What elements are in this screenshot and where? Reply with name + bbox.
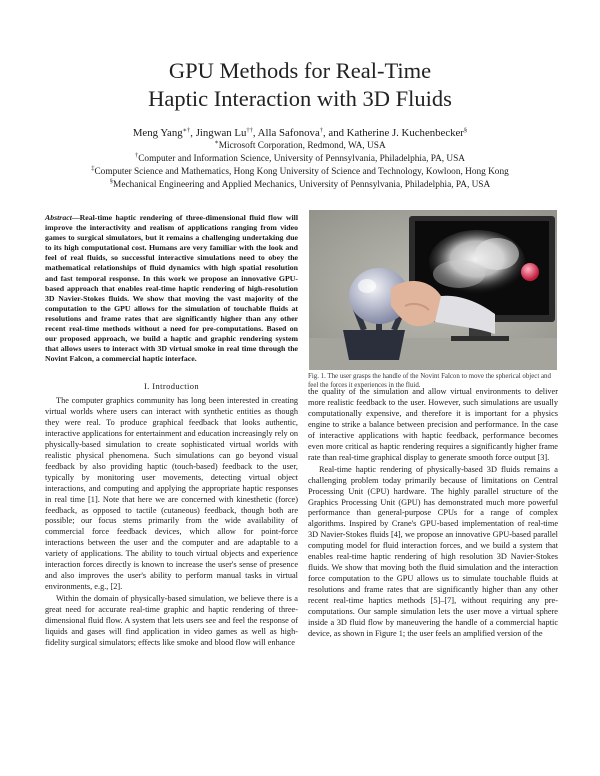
affiliation-mark: ∗† bbox=[182, 127, 191, 134]
paper-title-line-1: GPU Methods for Real-Time bbox=[168, 58, 432, 83]
author-name: , Jingwan Lu bbox=[190, 127, 247, 139]
left-column-body bbox=[45, 396, 298, 649]
affiliation-mark: †† bbox=[246, 127, 253, 134]
affiliation-3: ‡Computer Science and Mathematics, Hong Kong University of Science and Technology, Kowloon, Hong Kong bbox=[91, 165, 509, 177]
paper-title-line-2: Haptic Interaction with 3D Fluids bbox=[148, 86, 452, 111]
abstract-text: —Real-time haptic rendering of three-dimensional fluid flow will improve the interactivity and realism of applications ranging from video games to surgical simulators, but it remains a challenging undertaking due to its high computational cost. Humans are very familiar with the look and feel of real fluids, so successful interactive simulations need to obey the mathematical relationships of fluid dynamics with high spatial resolution and fast temporal response. In this work we propose an innovative GPU-based approach that enables real-time haptic rendering of high-resolution 3D Navier-Stokes fluids. We show that moving the vast majority of the computation to the GPU allows for the simulation of touchable fluids at resolutions and frame rates that are significantly higher than any other recent real-time methods without a need for pre-computations. Based on our proposed approach, we build a haptic and graphic rendering system that allows users to interact with 3D virtual smoke in real time through the Novint Falcon, a commercial haptic interface. bbox=[45, 213, 298, 364]
affiliation-4: §Mechanical Engineering and Applied Mechanics, University of Pennsylvania, Philadelphia, PA, USA bbox=[109, 178, 491, 190]
abstract bbox=[45, 213, 298, 364]
abstract-label: Abstract bbox=[45, 213, 72, 222]
section-heading-introduction: I. Introduction bbox=[143, 381, 200, 391]
affiliation-1: ∗Microsoft Corporation, Redmond, WA, USA bbox=[214, 139, 386, 151]
author-name: , Alla Safonova bbox=[252, 127, 320, 139]
right-paragraph-1: the quality of the simulation and allow virtual environments to deliver more realistic feedback to the user. However, such simulations are usually computationally expensive, and therefore it is important for a physics engine to strike a balance between precision and performance. In the case of interactive applications with haptic feedback, performance becomes even more critical as haptic rendering requires a significantly higher frame rate than real-time graphical display to generate smooth force output [3]. bbox=[308, 387, 558, 462]
intro-paragraph-1: The computer graphics community has long been interested in creating virtual worlds where users can interact with synthetic entities as though they were real. To produce graphical feedback that looks authentic, interactive applications for entertainment and education increasingly rely on physically-based simulation to create sophisticated virtual worlds with realistic physical phenomena. Such simulations can go beyond visual feedback by also providing haptic (touch-based) feedback to the user, typically by monitoring user movements, detecting virtual object interactions, and computing and applying the appropriate haptic responses in real time [1]. Note that here we are concerned with kinesthetic (force) feedback, as opposed to tactile (cutaneous) feedback, though both are possible; our focus stems primarily from the wide availability of commercial force feedback devices, which allow for point-force interactions between the user and the computer and are adaptable to a variety of applications. The ability to touch virtual objects and experience interaction forces directly is known to increase the user's sense of presence and also improves the user's ability to perform manual tasks in virtual environments, e.g., [2]. bbox=[45, 396, 298, 592]
intro-paragraph-2: Within the domain of physically-based simulation, we believe there is a great need for accurate real-time graphic and haptic rendering of three-dimensional fluid flow. A system that lets users see and feel the response of liquids and gases will find application in video games as well as high-fidelity surgical simulators; effects like smoke and blood flow will enhance bbox=[45, 594, 298, 647]
right-paragraph-2: Real-time haptic rendering of physically-based 3D fluids remains a challenging problem today primarily because of limitations on Central Processing Unit (CPU) hardware. The highly parallel structure of the Graphics Processing Unit (GPU) has demonstrated much more powerful performance than general-purpose CPUs for a range of complex algorithms. Inspired by Crane's GPU-based implementation of real-time 3D Navier-Stokes fluids [4], we propose an innovative GPU-based parallel computing model for fluid interaction forces, and we build a system that enables real-time haptic rendering of high resolution 3D Navier-Stokes fluids. We show that moving both the fluid simulation and the interaction force computation to the GPU allows us to simulate touchable fluids at resolutions and frame rates that are significantly higher than any other recent real-time haptics methods [5]–[7], without requiring any pre-computations. Our sample simulation lets the user move a virtual sphere inside a 3D fluid flow by maneuvering the handle of a commercial haptic device, as shown in Figure 1; the user feels an amplified version of the bbox=[308, 464, 558, 638]
figure-1-photo bbox=[309, 210, 557, 370]
affiliation-mark: § bbox=[463, 127, 468, 134]
author-name: , and Katherine J. Kuchenbecker bbox=[323, 127, 464, 139]
affiliation-2: †Computer and Information Science, University of Pennsylvania, Philadelphia, PA, USA bbox=[134, 152, 466, 164]
author-name: Meng Yang bbox=[132, 127, 183, 139]
right-column-body bbox=[308, 387, 558, 640]
haptic-setup-illustration bbox=[309, 210, 557, 370]
affiliation-mark: † bbox=[319, 127, 323, 134]
figure-1-caption: Fig. 1. The user grasps the handle of the Novint Falcon to move the spherical object and feel the forces it experiences in the fluid. bbox=[308, 373, 551, 389]
